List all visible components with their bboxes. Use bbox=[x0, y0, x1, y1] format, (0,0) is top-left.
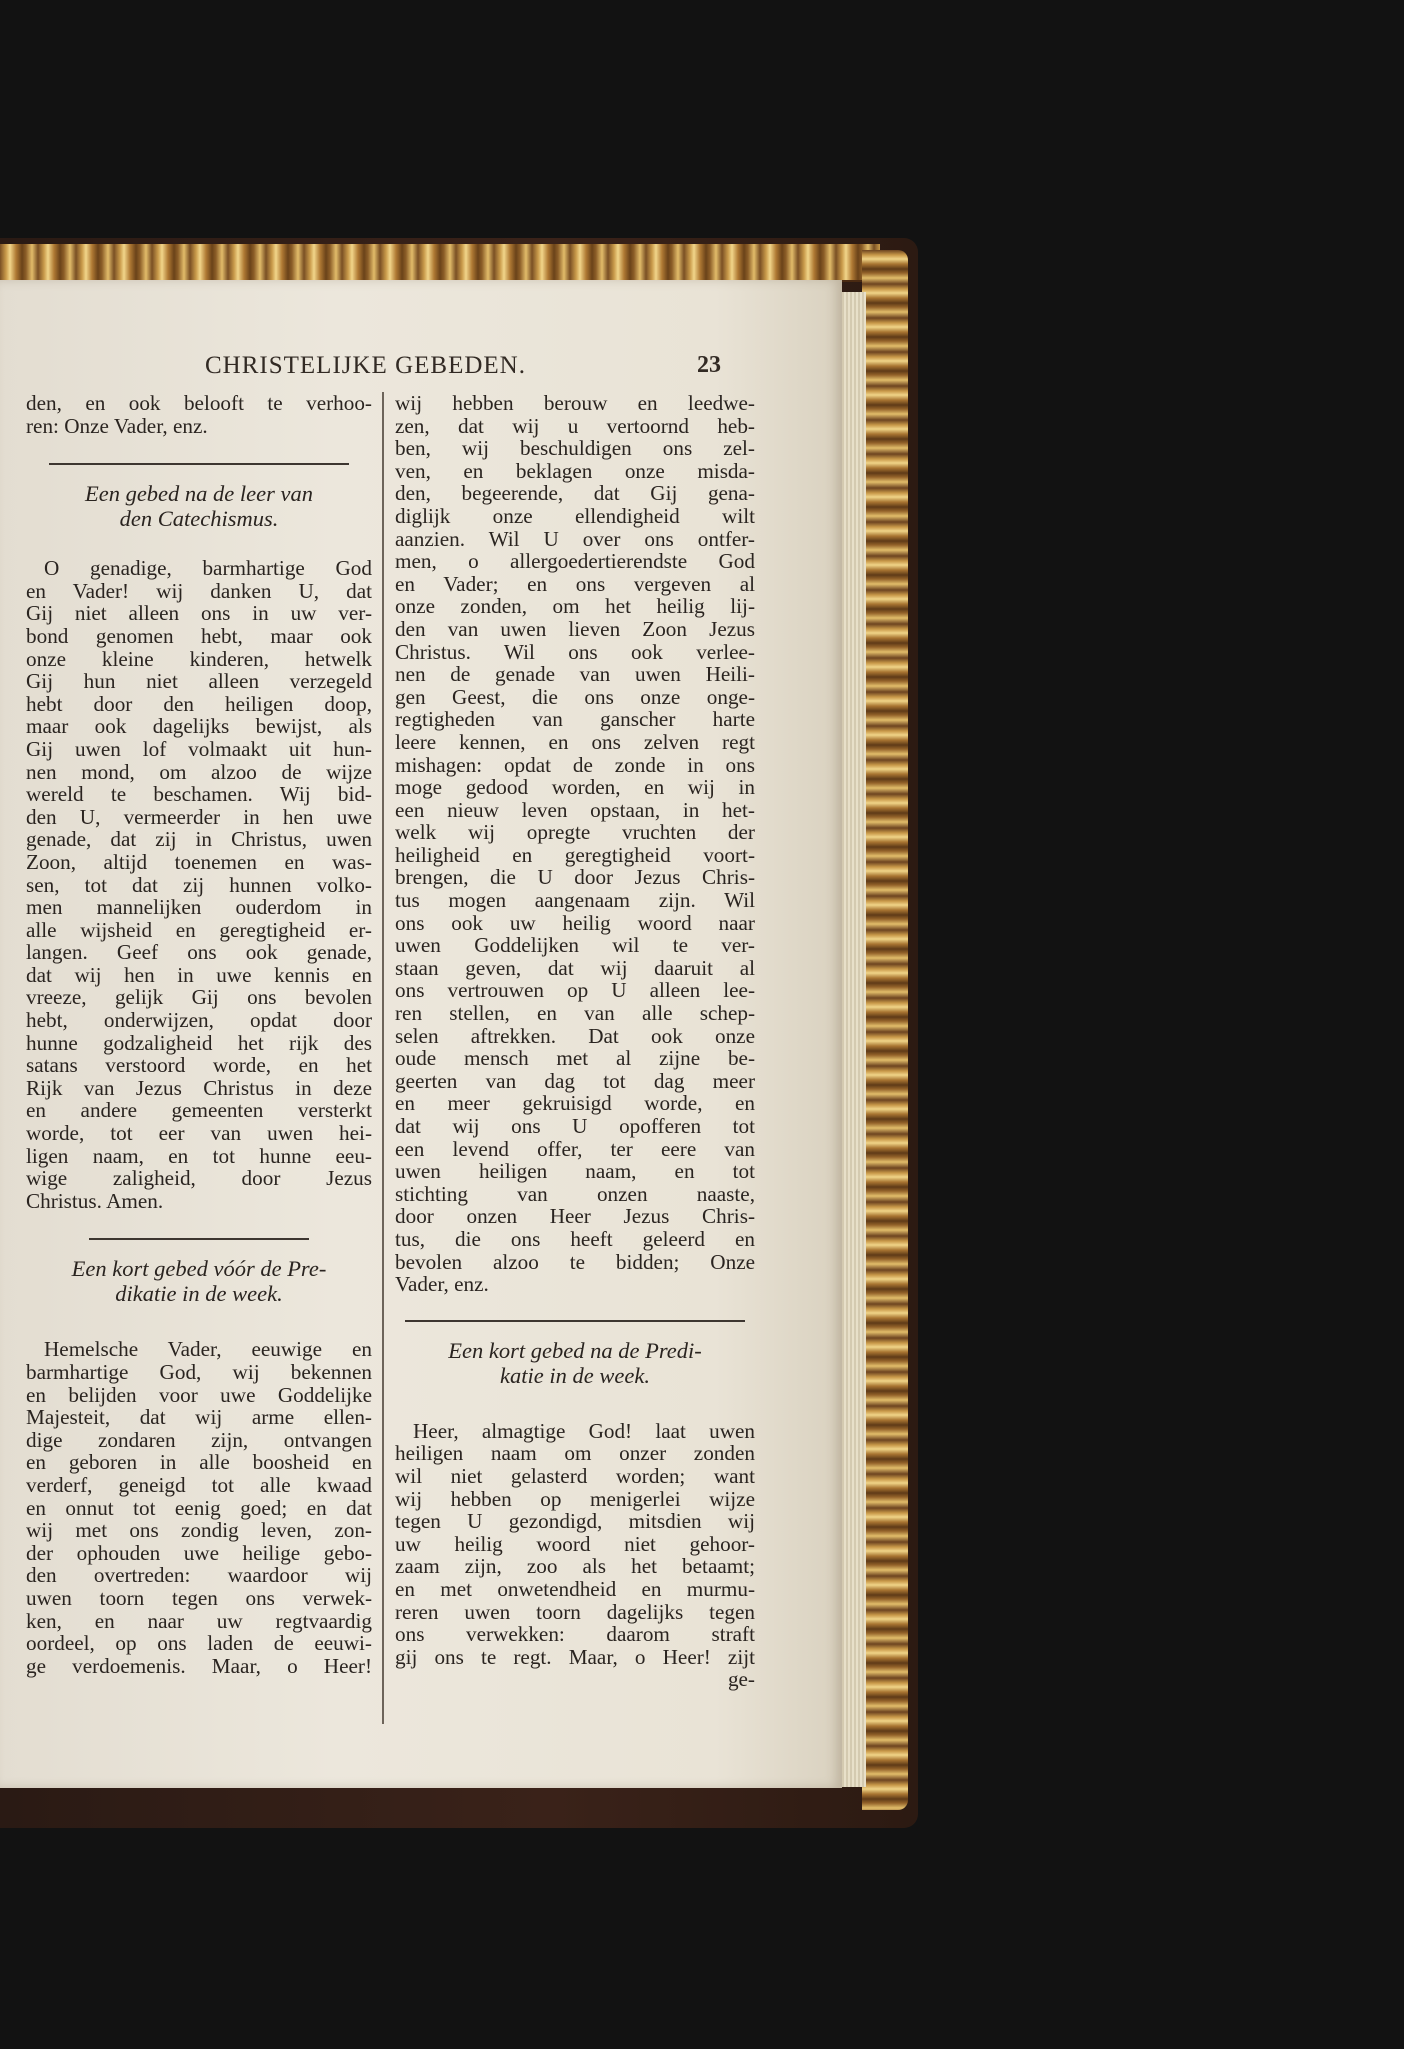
section-divider bbox=[89, 1238, 309, 1240]
section-heading bbox=[26, 481, 372, 531]
text-line: wij hebben berouw en leedwe- bbox=[395, 391, 755, 415]
text-line: ken, en naar uw regtvaardig bbox=[26, 1608, 372, 1633]
heading-line: Een kort gebed vóór de Pre- bbox=[71, 1256, 327, 1282]
heading-line: dikatie in de week. bbox=[115, 1281, 283, 1307]
text-line: worde, tot eer van uwen hei- bbox=[26, 1121, 372, 1146]
text-line: gij ons te regt. Maar, o Heer! zijt bbox=[395, 1644, 755, 1669]
text-line: bond genomen hebt, maar ook bbox=[26, 623, 372, 648]
catchword: ge- bbox=[727, 1667, 755, 1692]
book-page bbox=[0, 280, 842, 1788]
page-number: 23 bbox=[697, 352, 721, 378]
text-line: ren stellen, en van alle schep- bbox=[395, 1001, 755, 1026]
text-line: zaam zijn, zoo als het betaamt; bbox=[395, 1554, 755, 1579]
text-line: tus, die ons heeft geleerd en bbox=[395, 1226, 755, 1251]
text-line: door onzen Heer Jezus Chris- bbox=[395, 1204, 755, 1229]
text-line: en meer gekruisigd worde, en bbox=[395, 1091, 755, 1116]
text-line: wij met ons zondig leven, zon- bbox=[26, 1518, 372, 1543]
text-line: ons verwekken: daarom straft bbox=[395, 1622, 755, 1647]
text-line: verderf, geneigd tot alle kwaad bbox=[26, 1472, 372, 1497]
text-line: wereld te beschamen. Wij bid- bbox=[26, 782, 372, 807]
text-line: en andere gemeenten versterkt bbox=[26, 1098, 372, 1123]
text-line: stichting van onzen naaste, bbox=[395, 1181, 755, 1206]
gilded-fore-edge bbox=[862, 250, 908, 1810]
text-line: dat wij hen in uwe kennis en bbox=[26, 962, 372, 987]
text-line: uw heilig woord niet gehoor- bbox=[395, 1531, 755, 1556]
text-line: sen, tot dat zij hunnen volko- bbox=[26, 872, 372, 897]
text-line: dige zondaren zijn, ontvangen bbox=[26, 1427, 372, 1452]
gilded-top-edge bbox=[0, 244, 880, 282]
text-line: onze kleine kinderen, hetwelk bbox=[26, 646, 372, 671]
text-line: en onnut tot eenig goed; en dat bbox=[26, 1495, 372, 1520]
text-line: en Vader! wij danken U, dat bbox=[26, 578, 372, 603]
text-line: Gij uwen lof volmaakt uit hun- bbox=[26, 736, 372, 761]
text-line: uwen Goddelijken wil te ver- bbox=[395, 933, 755, 958]
text-line: ligen naam, en tot hunne eeu- bbox=[26, 1143, 372, 1168]
text-line: onze zonden, om het heilig lij- bbox=[395, 594, 755, 619]
text-line: heiligheid en geregtigheid voort- bbox=[395, 842, 755, 867]
text-line: bevolen alzoo te bidden; Onze bbox=[395, 1249, 755, 1274]
text-line: Gij hun niet alleen verzegeld bbox=[26, 669, 372, 694]
text-line: alle wijsheid en geregtigheid er- bbox=[26, 917, 372, 942]
text-line: hebt, onderwijzen, opdat door bbox=[26, 1008, 372, 1033]
text-line: en met onwetendheid en murmu- bbox=[395, 1576, 755, 1601]
text-line: nen mond, om alzoo de wijze bbox=[26, 759, 372, 784]
text-line: selen aftrekken. Dat ook onze bbox=[395, 1023, 755, 1048]
text-line: tus mogen aangenaam zijn. Wil bbox=[395, 888, 755, 913]
text-line: ven, en beklagen onze misda- bbox=[395, 458, 755, 483]
text-line: Rijk van Jezus Christus in deze bbox=[26, 1075, 372, 1100]
text-line: den van uwen lieven Zoon Jezus bbox=[395, 616, 755, 641]
text-line: tegen U gezondigd, mitsdien wij bbox=[395, 1509, 755, 1534]
text-line: staan geven, dat wij daaruit al bbox=[395, 955, 755, 980]
right-column bbox=[395, 392, 755, 1691]
section-divider bbox=[49, 463, 349, 465]
text-line: Christus. Amen. bbox=[26, 1188, 164, 1213]
text-line: vreeze, gelijk Gij ons bevolen bbox=[26, 985, 372, 1010]
text-line: brengen, die U door Jezus Chris- bbox=[395, 865, 755, 890]
text-line: nen de genade van uwen Heili- bbox=[395, 662, 755, 687]
text-line: moge gedood worden, en wij in bbox=[395, 775, 755, 800]
heading-line: Een gebed na de leer van bbox=[84, 481, 314, 507]
column-divider bbox=[382, 392, 384, 1724]
text-line: gen Geest, die ons onze onge- bbox=[395, 684, 755, 709]
text-line: wij hebben op menigerlei wijze bbox=[395, 1486, 755, 1511]
text-line: Heer, almagtige God! laat uwen bbox=[413, 1418, 755, 1443]
text-line: genade, dat zij in Christus, uwen bbox=[26, 827, 372, 852]
text-line: en belijden voor uwe Goddelijke bbox=[26, 1382, 372, 1407]
text-line: leere kennen, en ons zelven regt bbox=[395, 729, 755, 754]
text-line: dat wij ons U opofferen tot bbox=[395, 1114, 755, 1138]
text-line: maar ook dagelijks bewijst, als bbox=[26, 714, 372, 739]
text-line: mishagen: opdat de zonde in ons bbox=[395, 752, 755, 777]
text-line: wige zaligheid, door Jezus bbox=[26, 1166, 372, 1191]
heading-line: Een kort gebed na de Predi- bbox=[448, 1337, 702, 1363]
text-line: ben, wij beschuldigen ons zel- bbox=[395, 436, 755, 461]
running-head: CHRISTELIJKE GEBEDEN. bbox=[205, 352, 526, 379]
text-line: den, en ook belooft te verhoo- bbox=[26, 391, 372, 415]
text-line: der ophouden uwe heilige gebo- bbox=[26, 1540, 372, 1565]
text-line: ge verdoemenis. Maar, o Heer! bbox=[26, 1653, 372, 1678]
text-line: en geboren in alle boosheid en bbox=[26, 1450, 372, 1475]
text-line: O genadige, barmhartige God bbox=[44, 556, 372, 581]
text-line: barmhartige God, wij bekennen bbox=[26, 1360, 372, 1384]
text-line: Gij niet alleen ons in uw ver- bbox=[26, 601, 372, 626]
text-line: Christus. Wil ons ook verlee- bbox=[395, 639, 755, 664]
text-line: regtigheden van ganscher harte bbox=[395, 707, 755, 732]
text-line: wil niet gelasterd worden; want bbox=[395, 1463, 755, 1488]
section-divider bbox=[405, 1320, 745, 1322]
text-line: diglijk onze ellendigheid wilt bbox=[395, 503, 755, 528]
text-line: Hemelsche Vader, eeuwige en bbox=[44, 1337, 372, 1362]
text-line: Majesteit, dat wij arme ellen- bbox=[26, 1405, 372, 1430]
left-column bbox=[26, 392, 372, 1677]
heading-line: katie in de week. bbox=[500, 1362, 650, 1388]
heading-line: den Catechismus. bbox=[119, 506, 279, 532]
text-line: heiligen naam om onzer zonden bbox=[395, 1441, 755, 1466]
text-line: geerten van dag tot dag meer bbox=[395, 1068, 755, 1093]
text-line: oordeel, op ons laden de eeuwi- bbox=[26, 1631, 372, 1656]
text-line: ren: Onze Vader, enz. bbox=[26, 413, 208, 438]
text-line: Vader, enz. bbox=[395, 1272, 489, 1297]
text-line: hunne godzaligheid het rijk des bbox=[26, 1030, 372, 1055]
text-line: hebt door den heiligen doop, bbox=[26, 691, 372, 716]
text-line: welk wij opregte vruchten der bbox=[395, 820, 755, 845]
text-line: uwen toorn tegen ons verwek- bbox=[26, 1585, 372, 1610]
text-line: men, o allergoedertierendste God bbox=[395, 549, 755, 574]
text-line: den, begeerende, dat Gij gena- bbox=[395, 481, 755, 506]
text-line: zen, dat wij u vertoornd heb- bbox=[395, 413, 755, 438]
text-line: den U, vermeerder in hen uwe bbox=[26, 804, 372, 829]
text-line: en Vader; en ons vergeven al bbox=[395, 571, 755, 596]
text-line: reren uwen toorn dagelijks tegen bbox=[395, 1599, 755, 1624]
text-line: oude mensch met al zijne be- bbox=[395, 1046, 755, 1071]
text-line: een levend offer, ter eere van bbox=[395, 1136, 755, 1161]
text-line: satans verstoord worde, en het bbox=[26, 1053, 372, 1078]
text-line: aanzien. Wil U over ons ontfer- bbox=[395, 526, 755, 551]
text-line: Zoon, altijd toenemen en was- bbox=[26, 849, 372, 874]
text-line: uwen heiligen naam, en tot bbox=[395, 1159, 755, 1184]
text-line: men mannelijken ouderdom in bbox=[26, 895, 372, 920]
text-line: den overtreden: waardoor wij bbox=[26, 1563, 372, 1588]
text-line: ons ook uw heilig woord naar bbox=[395, 910, 755, 935]
section-heading bbox=[26, 1256, 372, 1306]
text-line: ons vertrouwen op U alleen lee- bbox=[395, 978, 755, 1003]
text-line: een nieuw leven opstaan, in het- bbox=[395, 797, 755, 822]
text-line: langen. Geef ons ook genade, bbox=[26, 940, 372, 965]
section-heading bbox=[395, 1338, 755, 1388]
